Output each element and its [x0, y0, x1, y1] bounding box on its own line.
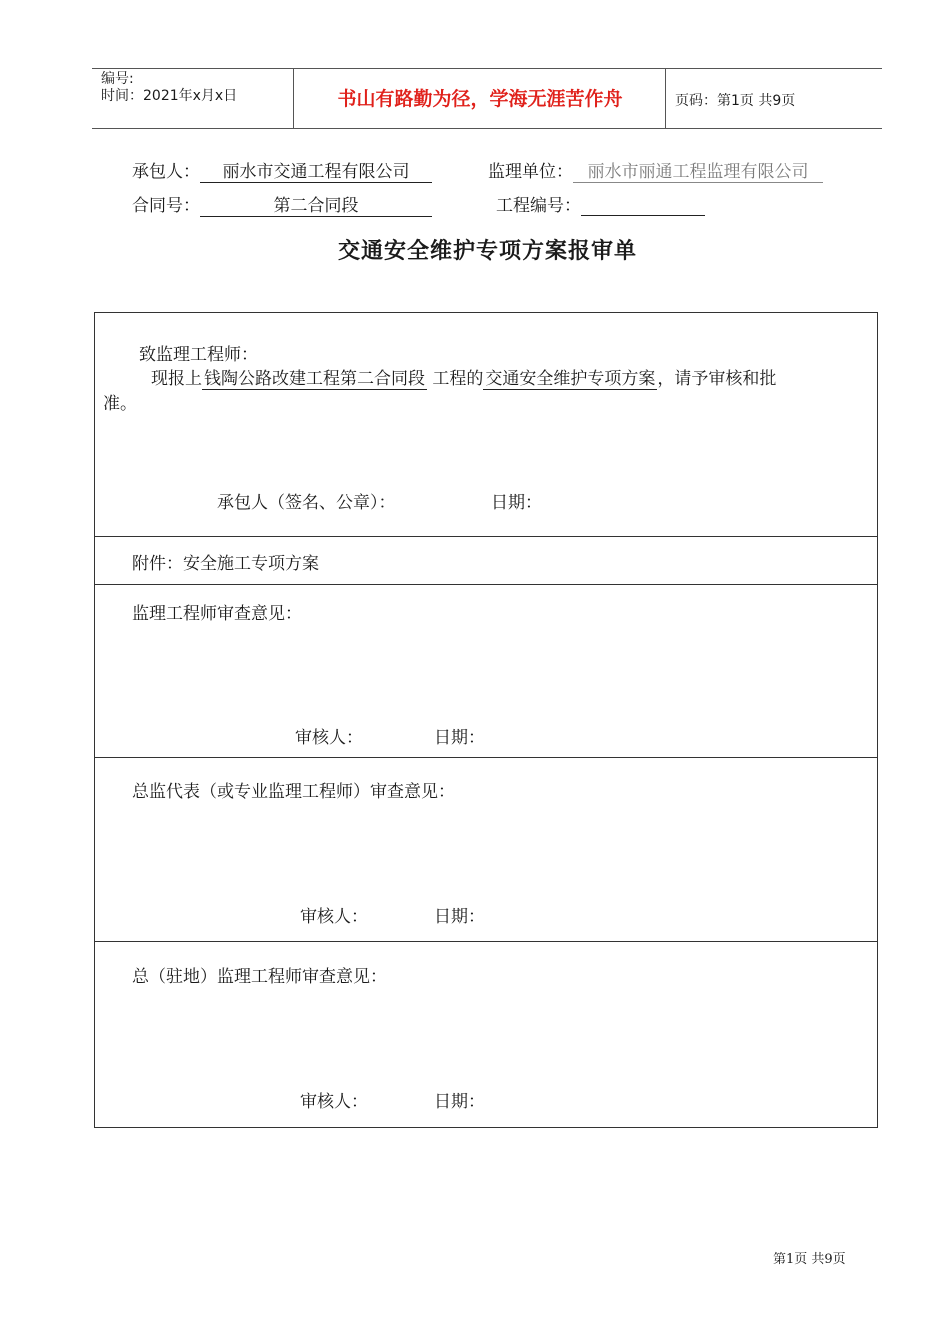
- contractor-sign-label: 承包人（签名、公章）：: [217, 493, 396, 513]
- contractor-label: 承包人：: [132, 162, 200, 182]
- chief-opinion-label: 总监代表（或专业监理工程师）审查意见：: [132, 782, 455, 802]
- header-motto: 书山有路勤为径，学海无涯苦作舟: [337, 88, 623, 110]
- number-label: 编号:: [101, 71, 134, 87]
- header-top-rule: [92, 68, 882, 69]
- chief-reviewer-label: 审核人：: [300, 907, 368, 927]
- approval-form: [94, 312, 878, 1128]
- contractor-line: [132, 157, 432, 183]
- attachment-label: 附件：安全施工专项方案: [132, 554, 319, 574]
- submission-text-end: 准。: [103, 394, 137, 414]
- header-page-info: 页码：第1页 共9页: [675, 93, 796, 109]
- contract-no-value: 第二合同段: [200, 191, 432, 217]
- contract-no-label: 合同号：: [132, 196, 200, 216]
- document-title: 交通安全维护专项方案报审单: [337, 239, 637, 264]
- plan-name: 交通安全维护专项方案: [483, 364, 657, 390]
- project-no-value: [581, 196, 705, 216]
- engineer-date-label: 日期：: [434, 728, 485, 748]
- attachment-section: [95, 537, 877, 585]
- resident-reviewer-label: 审核人：: [300, 1092, 368, 1112]
- engineer-opinion-label: 监理工程师审查意见：: [132, 604, 302, 624]
- supervisor-line: [488, 157, 823, 183]
- resident-date-label: 日期：: [434, 1092, 485, 1112]
- page-footer: 第1页 共9页: [773, 1252, 846, 1267]
- engineer-reviewer-label: 审核人：: [295, 728, 363, 748]
- submission-text: 现报上 钱陶公路改建工程第二合同段 工程的 交通安全维护专项方案 ，请予审核和批: [151, 364, 776, 390]
- header-meta: [101, 71, 237, 105]
- chief-review-section: [95, 758, 877, 942]
- contractor-value: 丽水市交通工程有限公司: [200, 157, 432, 183]
- supervisor-label: 监理单位：: [488, 162, 573, 182]
- contract-no-line: [132, 191, 432, 217]
- resident-opinion-label: 总（驻地）监理工程师审查意见：: [132, 967, 387, 987]
- project-no-line: [496, 191, 705, 216]
- submission-section: [95, 313, 877, 537]
- header-bottom-rule: [92, 128, 882, 129]
- engineer-review-section: [95, 585, 877, 758]
- resident-review-section: [95, 942, 877, 1127]
- project-no-label: 工程编号：: [496, 196, 581, 216]
- contractor-date-label: 日期：: [491, 493, 542, 513]
- salutation: 致监理工程师：: [139, 345, 258, 365]
- chief-date-label: 日期：: [434, 907, 485, 927]
- project-name: 钱陶公路改建工程第二合同段: [202, 364, 427, 390]
- supervisor-value: 丽水市丽通工程监理有限公司: [573, 157, 823, 183]
- time-label: 时间：2021年x月x日: [101, 88, 238, 104]
